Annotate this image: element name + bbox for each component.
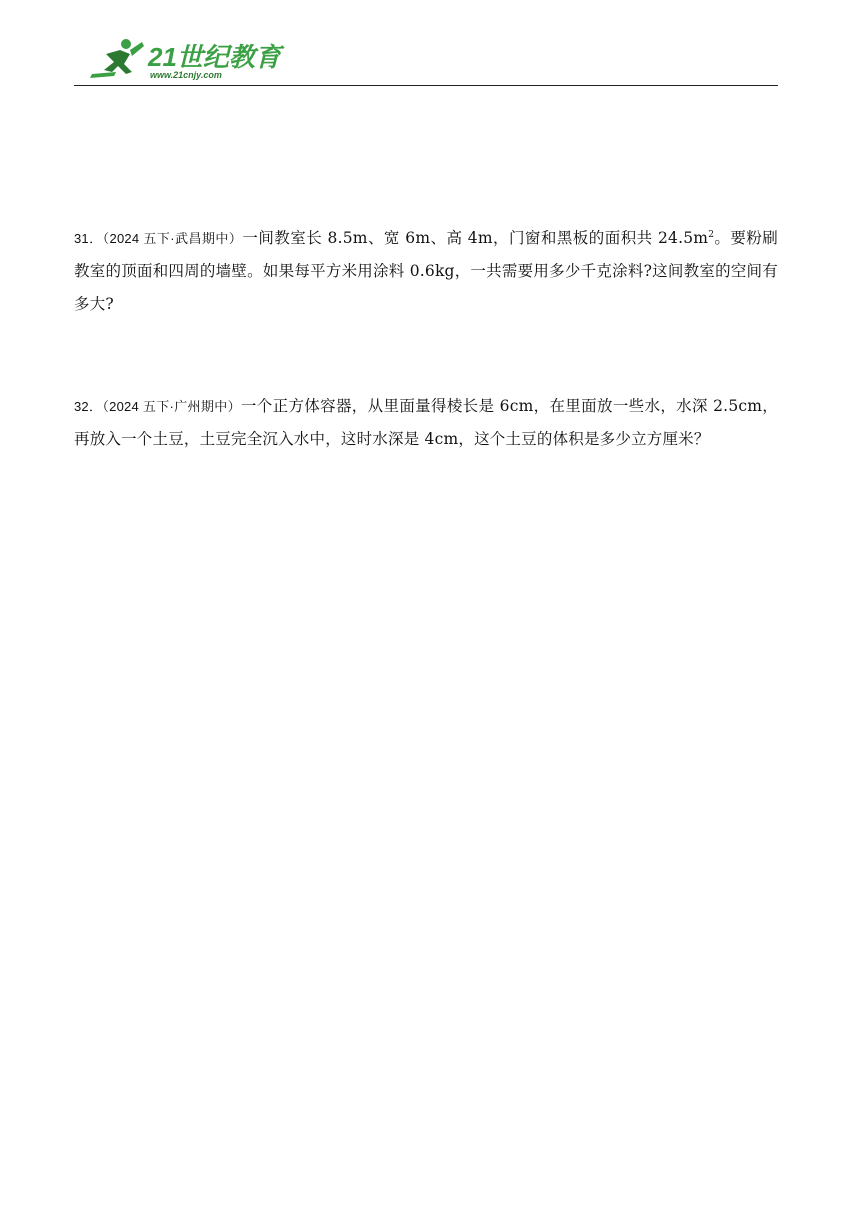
brand-logo — [86, 36, 326, 82]
logo-brand-text: 21世纪教育 — [148, 42, 281, 72]
question-text-part1: 一间教室长 8.5m、宽 6m、高 4m，门窗和黑板的面积共 24.5m — [242, 229, 709, 247]
question-number: 31． — [74, 231, 103, 246]
running-figure-icon — [86, 36, 326, 82]
question-32 — [74, 390, 778, 456]
superscript: 2 — [708, 229, 715, 240]
question-text-part2: 。要粉刷教室的顶面和四周的墙壁。如果每平方米用涂料 0.6kg，一共需要用多少千克涂料?这间教室的空间有多大? — [74, 229, 778, 313]
question-text: 一个正方体容器，从里面量得棱长是 6cm，在里面放一些水，水深 2.5cm，再放入一个土豆，土豆完全沉入水中，这时水深是 4cm，这个土豆的体积是多少立方厘米？ — [74, 397, 778, 448]
question-source: （2024 五下·广州期中） — [102, 399, 241, 414]
question-31 — [74, 222, 778, 321]
logo-url-text: www.21cnjy.com — [150, 70, 222, 80]
question-source: （2024 五下·武昌期中） — [102, 231, 243, 246]
page-header — [74, 36, 778, 86]
header-divider — [74, 85, 778, 86]
question-number: 32． — [74, 399, 103, 414]
